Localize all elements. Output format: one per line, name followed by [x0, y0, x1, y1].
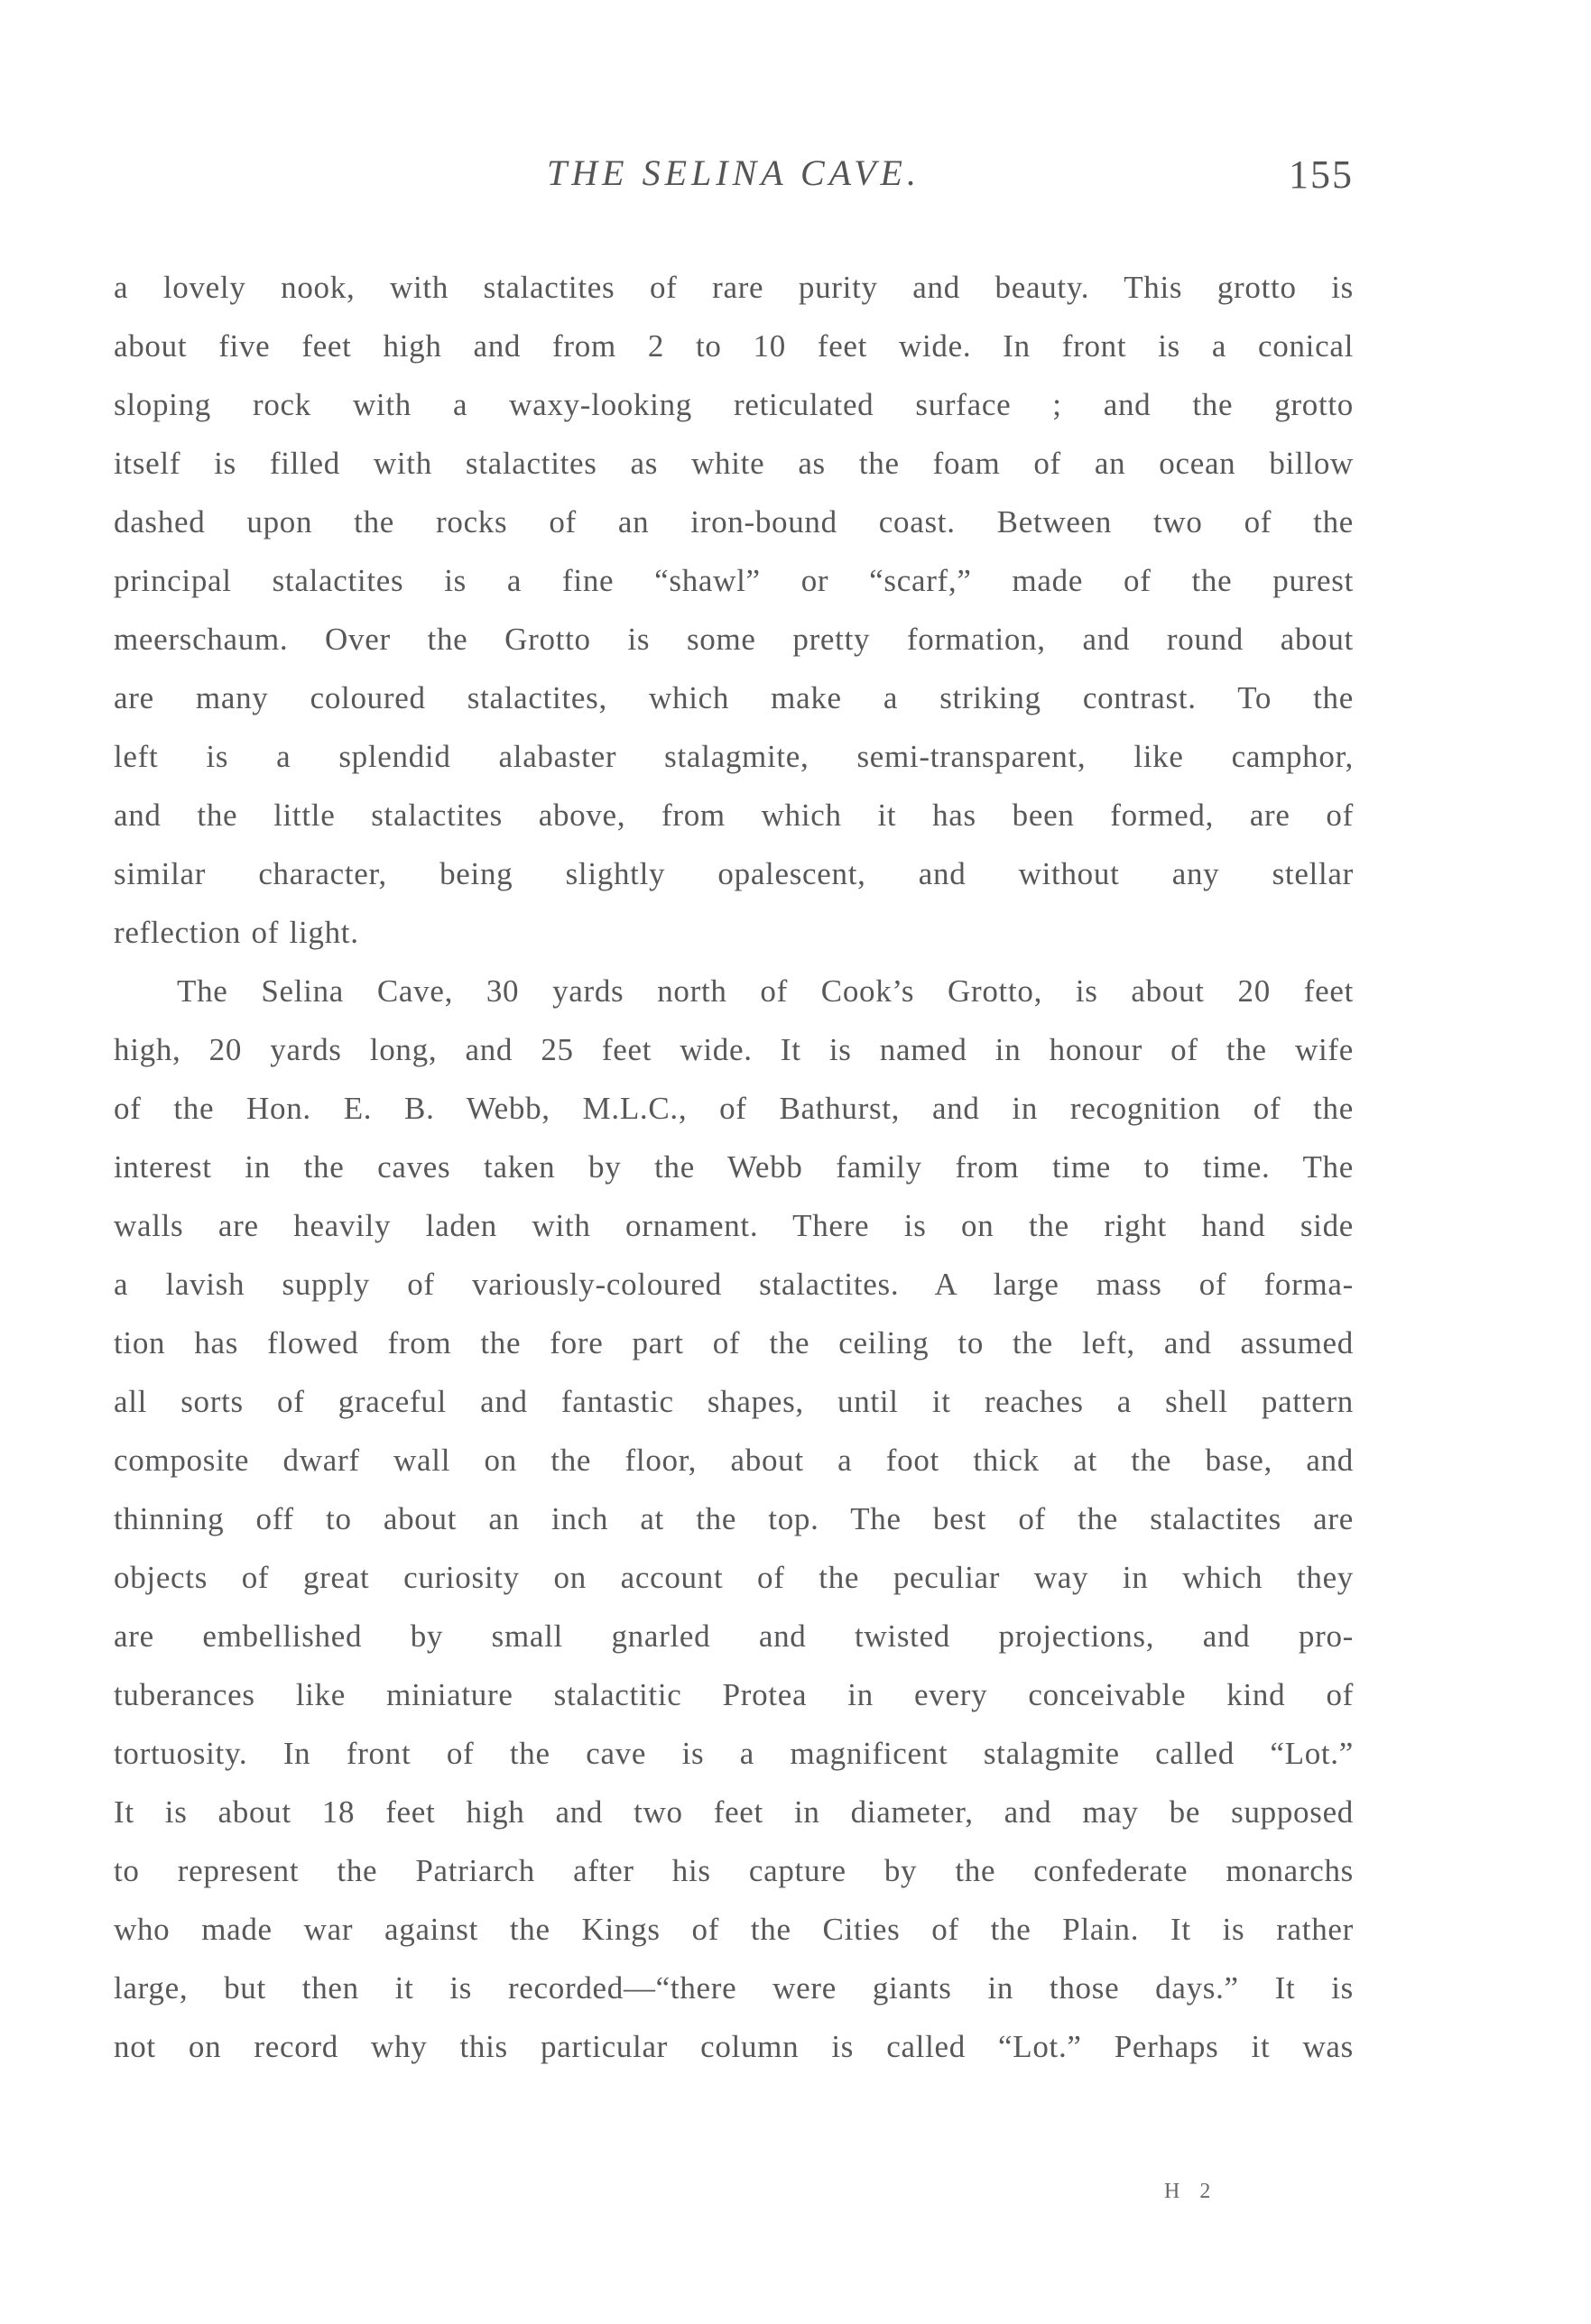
- text-line: similar character, being slightly opalescent, and without any stellar: [114, 856, 1354, 891]
- signature-mark: H 2: [1164, 2180, 1218, 2203]
- text-line: sloping rock with a waxy-looking reticulated surface ; and the grotto: [114, 387, 1354, 422]
- running-head: [114, 152, 1354, 206]
- text-line: It is about 18 feet high and two feet in diameter, and may be supposed: [114, 1794, 1354, 1830]
- page-number: 155: [1289, 152, 1354, 197]
- text-line: composite dwarf wall on the floor, about a foot thick at the base, and: [114, 1443, 1354, 1478]
- text-line: thinning off to about an inch at the top. The best of the stalactites are: [114, 1501, 1354, 1536]
- text-line: large, but then it is recorded—“there were giants in those days.” It is: [114, 1970, 1354, 2006]
- text-line: itself is filled with stalactites as white as the foam of an ocean billow: [114, 446, 1354, 481]
- text-line: tion has flowed from the fore part of the ceiling to the left, and assumed: [114, 1325, 1354, 1360]
- text-line: tortuosity. In front of the cave is a magnificent stalagmite called “Lot.”: [114, 1736, 1354, 1771]
- text-line: not on record why this particular column is called “Lot.” Perhaps it was: [114, 2029, 1354, 2064]
- text-line: left is a splendid alabaster stalagmite, semi-transparent, like camphor,: [114, 739, 1354, 774]
- text-line: a lavish supply of variously-coloured stalactites. A large mass of forma-: [114, 1267, 1354, 1302]
- text-line: reflection of light.: [114, 915, 359, 950]
- text-line: a lovely nook, with stalactites of rare purity and beauty. This grotto is: [114, 270, 1354, 305]
- text-line: meerschaum. Over the Grotto is some pretty formation, and round about: [114, 622, 1354, 657]
- paragraph-2: [114, 962, 1354, 2076]
- running-title: THE SELINA CAVE.: [547, 152, 920, 193]
- text-line: and the little stalactites above, from which it has been formed, are of: [114, 798, 1354, 833]
- text-line: principal stalactites is a fine “shawl” or “scarf,” made of the purest: [114, 563, 1354, 598]
- text-line: to represent the Patriarch after his capture by the confederate monarchs: [114, 1853, 1354, 1888]
- text-line: interest in the caves taken by the Webb family from time to time. The: [114, 1149, 1354, 1185]
- text-line: all sorts of graceful and fantastic shapes, until it reaches a shell pattern: [114, 1384, 1354, 1419]
- body-text: [114, 258, 1354, 2076]
- text-line: dashed upon the rocks of an iron-bound coast. Between two of the: [114, 504, 1354, 540]
- paragraph-1: [114, 258, 1354, 962]
- text-line: are many coloured stalactites, which make a striking contrast. To the: [114, 680, 1354, 715]
- text-line: The Selina Cave, 30 yards north of Cook’s Grotto, is about 20 feet: [177, 973, 1354, 1009]
- text-line: high, 20 yards long, and 25 feet wide. It is named in honour of the wife: [114, 1032, 1354, 1067]
- text-line: of the Hon. E. B. Webb, M.L.C., of Bathurst, and in recognition of the: [114, 1091, 1354, 1126]
- text-line: who made war against the Kings of the Cities of the Plain. It is rather: [114, 1912, 1354, 1947]
- text-line: are embellished by small gnarled and twisted projections, and pro-: [114, 1618, 1354, 1654]
- text-line: tuberances like miniature stalactitic Protea in every conceivable kind of: [114, 1677, 1354, 1712]
- text-line: walls are heavily laden with ornament. There is on the right hand side: [114, 1208, 1354, 1243]
- text-line: about five feet high and from 2 to 10 feet wide. In front is a conical: [114, 328, 1354, 364]
- text-line: objects of great curiosity on account of the peculiar way in which they: [114, 1560, 1354, 1595]
